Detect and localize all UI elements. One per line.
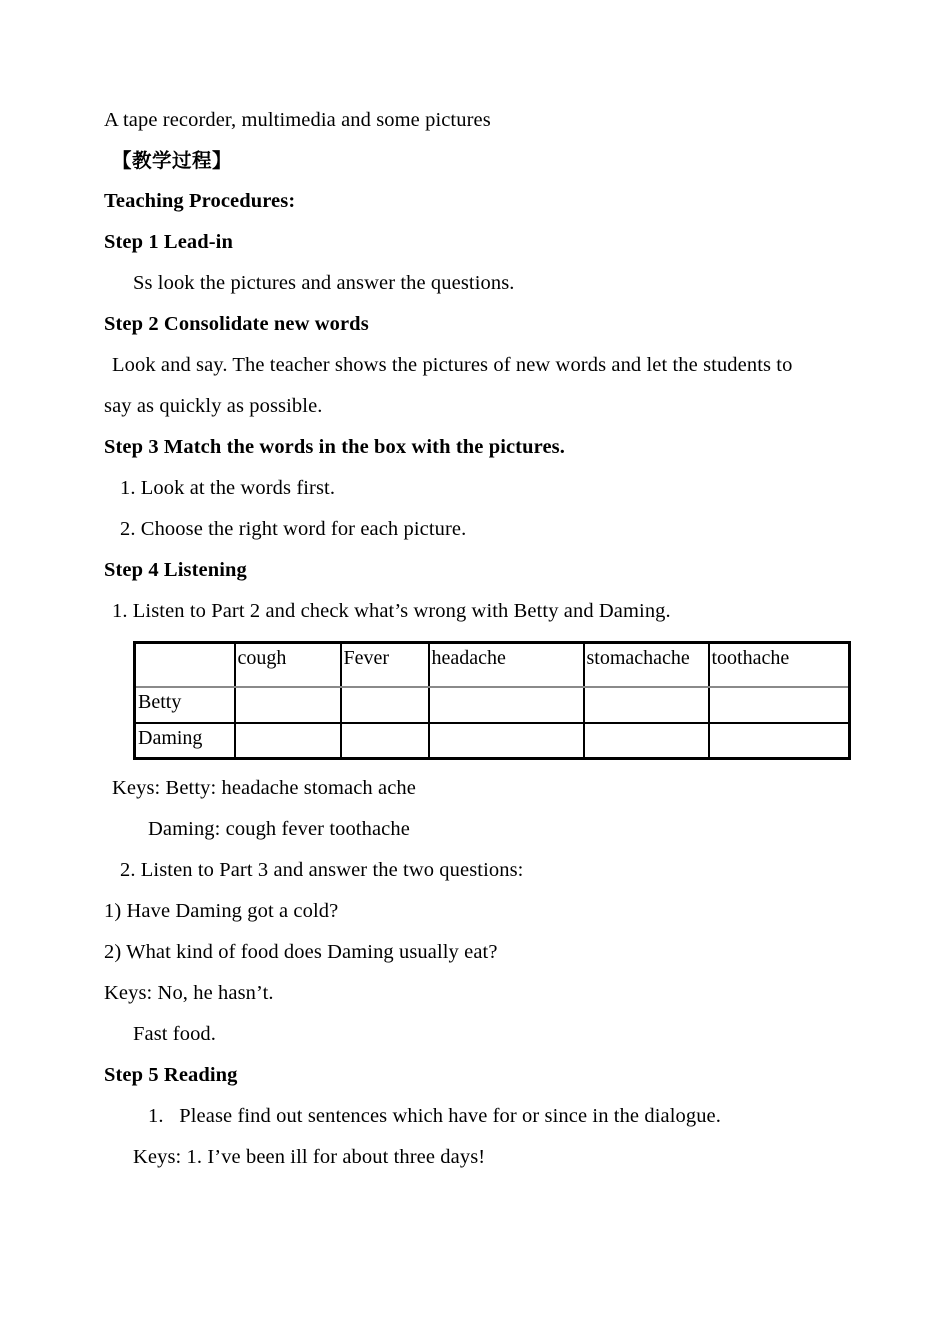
step-1-heading: Step 1 Lead-in	[104, 231, 233, 253]
question-2: 2) What kind of food does Daming usually eat?	[104, 941, 498, 963]
step-2-heading: Step 2 Consolidate new words	[104, 313, 369, 335]
table-header-cough: cough	[235, 643, 341, 687]
step-1-body: Ss look the pictures and answer the questions.	[133, 272, 515, 294]
table-row	[135, 687, 850, 723]
keys-answer-2: Fast food.	[133, 1023, 216, 1045]
cell-betty-stomachache[interactable]	[584, 687, 709, 723]
table-header-stomachache: stomachache	[584, 643, 709, 687]
cell-betty-toothache[interactable]	[709, 687, 850, 723]
cell-daming-cough[interactable]	[235, 723, 341, 759]
cell-daming-stomachache[interactable]	[584, 723, 709, 759]
row-label-daming: Daming	[135, 723, 235, 759]
keys-daming-line: Daming: cough fever toothache	[148, 818, 410, 840]
cell-daming-fever[interactable]	[341, 723, 429, 759]
step-4-item-1: 1. Listen to Part 2 and check what’s wrong with Betty and Daming.	[112, 600, 671, 622]
step-4-heading: Step 4 Listening	[104, 559, 247, 581]
teaching-procedures-heading: Teaching Procedures:	[104, 190, 296, 212]
row-label-betty: Betty	[135, 687, 235, 723]
step-2-body-line-1: Look and say. The teacher shows the pictures of new words and let the students to	[112, 354, 793, 376]
keys-answer-1: Keys: No, he hasn’t.	[104, 982, 274, 1004]
cell-betty-fever[interactable]	[341, 687, 429, 723]
table-header-row	[135, 643, 850, 687]
cell-betty-cough[interactable]	[235, 687, 341, 723]
step-3-item-2: 2. Choose the right word for each picture.	[120, 518, 467, 540]
cell-betty-headache[interactable]	[429, 687, 584, 723]
cell-daming-toothache[interactable]	[709, 723, 850, 759]
document-body	[104, 100, 864, 1178]
listening-check-table	[133, 641, 851, 760]
step-4-item-2: 2. Listen to Part 3 and answer the two questions:	[120, 859, 524, 881]
cell-daming-headache[interactable]	[429, 723, 584, 759]
table-header-fever: Fever	[341, 643, 429, 687]
step-2-body-line-2: say as quickly as possible.	[104, 395, 323, 417]
step-5-heading: Step 5 Reading	[104, 1064, 238, 1086]
step-5-item-1: 1. Please find out sentences which have for or since in the dialogue.	[148, 1105, 721, 1127]
table-header-headache: headache	[429, 643, 584, 687]
listening-table-wrapper	[133, 641, 848, 760]
table-header-toothache: toothache	[709, 643, 850, 687]
table-row	[135, 723, 850, 759]
step-3-item-1: 1. Look at the words first.	[120, 477, 336, 499]
table-header-corner	[135, 643, 235, 687]
question-1: 1) Have Daming got a cold?	[104, 900, 339, 922]
teaching-process-heading: 【教学过程】	[112, 149, 233, 172]
step-3-heading: Step 3 Match the words in the box with the pictures.	[104, 436, 565, 458]
step-5-keys: Keys: 1. I’ve been ill for about three days!	[133, 1146, 486, 1168]
keys-betty-line: Keys: Betty: headache stomach ache	[112, 777, 416, 799]
materials-line: A tape recorder, multimedia and some pictures	[104, 109, 491, 131]
